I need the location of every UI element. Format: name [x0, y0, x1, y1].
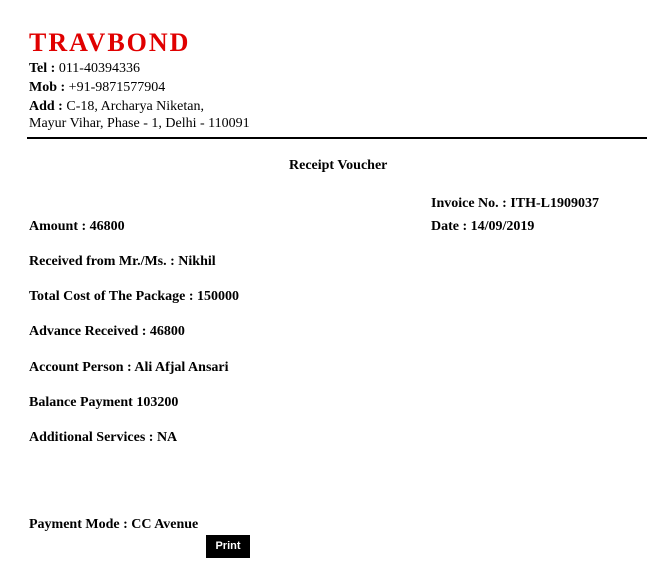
header-divider [27, 137, 647, 139]
total-cost: Total Cost of The Package : 150000 [29, 289, 239, 304]
balance-payment: Balance Payment 103200 [29, 395, 179, 410]
address-line-2: Mayur Vihar, Phase - 1, Delhi - 110091 [29, 116, 250, 131]
company-mob [29, 79, 165, 97]
payment-mode: Payment Mode : CC Avenue [29, 517, 199, 532]
account-person: Account Person : Ali Afjal Ansari [29, 360, 229, 375]
invoice-number: Invoice No. : ITH-L1909037 [431, 196, 599, 211]
print-button[interactable]: Print [206, 535, 250, 558]
voucher-date: Date : 14/09/2019 [431, 219, 535, 234]
voucher-title: Receipt Voucher [289, 158, 388, 173]
address-line-1: C-18, Archarya Niketan, [62, 99, 204, 114]
advance-received: Advance Received : 46800 [29, 324, 185, 339]
additional-services: Additional Services : NA [29, 430, 178, 445]
tel-label: Tel : [29, 61, 56, 76]
company-name: TRAVBOND [29, 28, 191, 57]
received-from: Received from Mr./Ms. : Nikhil [29, 254, 216, 269]
mob-value: +91-9871577904 [65, 80, 166, 95]
tel-value: 011-40394336 [55, 61, 140, 76]
company-tel [29, 60, 140, 78]
mob-label: Mob : [29, 80, 66, 95]
add-label: Add : [29, 99, 63, 114]
amount: Amount : 46800 [29, 219, 125, 234]
company-address [29, 98, 204, 116]
